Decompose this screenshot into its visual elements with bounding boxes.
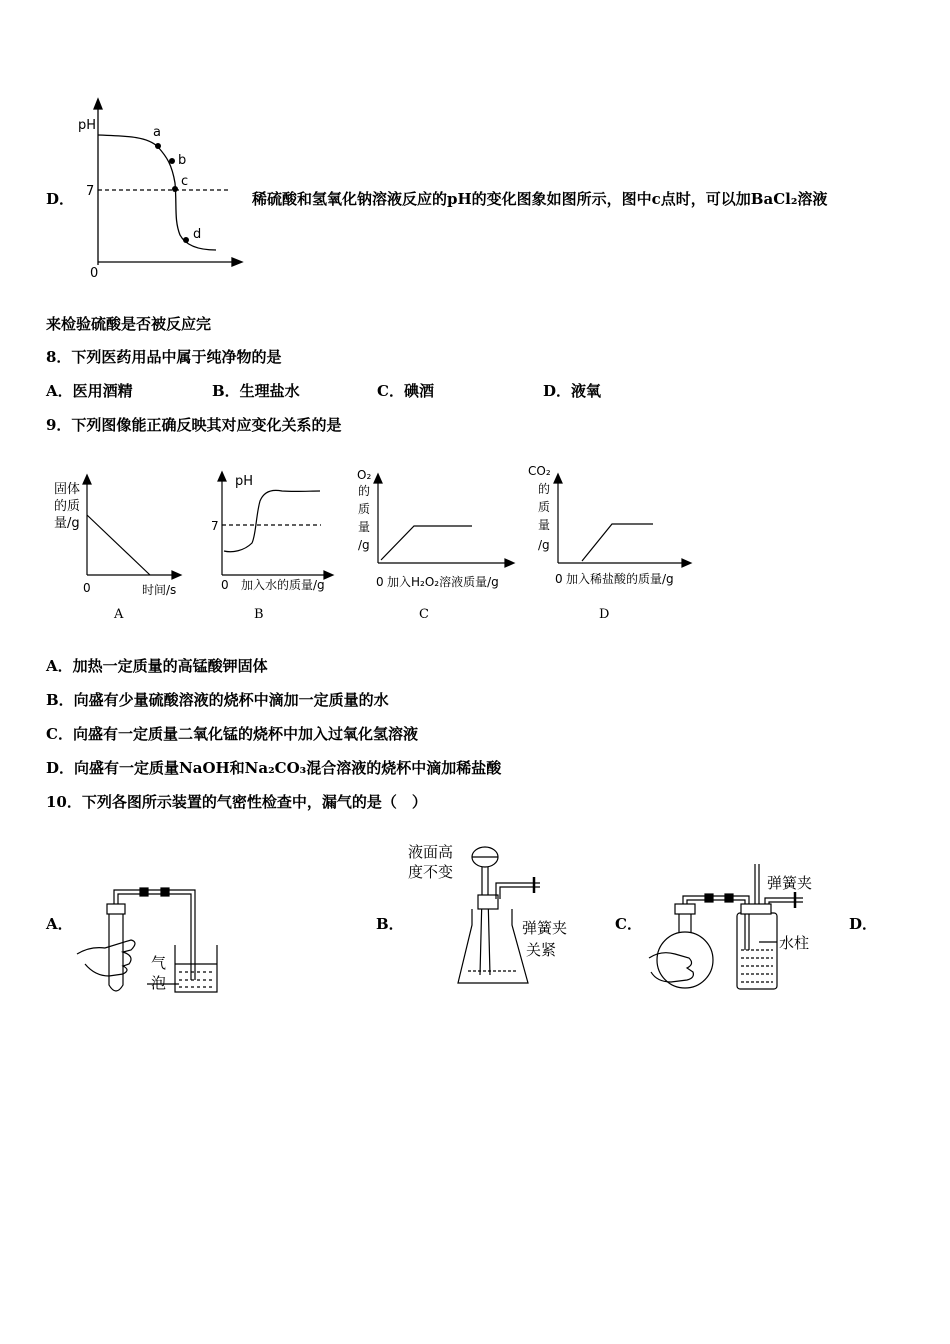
- graph-d-ylabel-5: /g: [538, 538, 550, 552]
- round-flask: [657, 932, 713, 988]
- stopper-b: [478, 895, 498, 909]
- c-label-1: 弹簧夹: [767, 874, 813, 892]
- b-label-4: 关紧: [526, 941, 557, 959]
- q7-option-d-label: D．: [46, 190, 75, 208]
- b-label-3: 弹簧夹: [522, 919, 568, 937]
- q8-option-d: D．液氧: [543, 382, 602, 400]
- q8-stem: 8．下列医药用品中属于纯净物的是: [46, 348, 282, 366]
- q10-stem: 10．下列各图所示装置的气密性检查中，漏气的是（ ）: [46, 793, 427, 811]
- graph-a-ylabel-2: 的质: [54, 499, 81, 514]
- funnel-stem: [480, 867, 490, 975]
- stopper: [107, 904, 125, 914]
- point-c: [172, 186, 178, 192]
- graph-d-ylabel-4: 量: [538, 518, 551, 532]
- graph-b-curve: [224, 490, 320, 551]
- q8-option-b: B．生理盐水: [212, 382, 300, 400]
- b-label-1: 液面高: [408, 843, 454, 861]
- a-label-1: 气: [151, 954, 167, 972]
- apparatus-c: [645, 858, 825, 998]
- hand-c: [649, 953, 693, 982]
- y-axis-arrow: [94, 99, 102, 109]
- test-tube: [109, 910, 123, 991]
- graph-c-letter: C: [419, 607, 429, 622]
- graph-d-letter: D: [599, 607, 610, 622]
- graph-a-origin: 0: [83, 581, 91, 595]
- q9-stem: 9．下列图像能正确反映其对应变化关系的是: [46, 416, 342, 434]
- graph-c-ylabel-4: 量: [358, 520, 371, 534]
- stopper-c2: [741, 904, 771, 914]
- graph-c-line: [381, 526, 472, 560]
- q9-option-c: C．向盛有一定质量二氧化锰的烧杯中加入过氧化氢溶液: [46, 725, 418, 743]
- q8-option-a: A．医用酒精: [46, 382, 133, 400]
- a-label-2: 泡: [151, 974, 167, 992]
- graph-c-ylabel-2: 的: [358, 484, 371, 498]
- beaker: [175, 945, 217, 992]
- q9-option-a: A．加热一定质量的高锰酸钾固体: [46, 657, 268, 675]
- bottle: [737, 913, 777, 989]
- graph-a-line: [87, 515, 150, 575]
- apparatus-a: [75, 880, 225, 1000]
- q10-option-a-label: A．: [46, 915, 73, 933]
- graph-c-origin: 0: [376, 575, 384, 589]
- q9-option-d: D．向盛有一定质量NaOH和Na₂CO₃混合溶液的烧杯中滴加稀盐酸: [46, 759, 502, 777]
- point-d: [183, 237, 189, 243]
- graph-b-xlabel: 加入水的质量/g: [241, 578, 325, 592]
- q7-ph-graph: [70, 95, 250, 285]
- label-a: a: [153, 125, 161, 140]
- q10-option-d-label: D．: [849, 915, 878, 933]
- graph-d: [528, 464, 691, 622]
- flask: [458, 909, 528, 983]
- graph-b: [211, 472, 333, 622]
- q7-option-d-text: 稀硫酸和氢氧化钠溶液反应的pH的变化图象如图所示，图中c点时，可以加BaCl₂溶液: [252, 190, 828, 208]
- label-d: d: [193, 227, 202, 242]
- q10-option-b-label: B．: [376, 915, 404, 933]
- graph-a: [54, 475, 181, 622]
- hand: [77, 940, 135, 976]
- graph-b-ylabel: pH: [235, 474, 254, 489]
- graph-d-ylabel-1: CO₂: [528, 464, 551, 478]
- label-c: c: [181, 174, 189, 189]
- graph-a-xlabel: 时间/s: [142, 583, 177, 597]
- graph-d-ylabel-3: 质: [538, 500, 551, 514]
- q10-option-c-label: C．: [615, 915, 642, 933]
- q8-option-c: C．碘酒: [377, 382, 434, 400]
- y-label: pH: [78, 118, 97, 133]
- graph-a-ylabel-3: 量/g: [54, 516, 80, 531]
- point-b: [169, 158, 175, 164]
- graph-d-xlabel: 加入稀盐酸的质量/g: [566, 572, 674, 586]
- tube-joint-1: [140, 888, 148, 896]
- graph-a-ylabel-1: 固体: [54, 482, 81, 497]
- graph-d-line: [582, 524, 653, 561]
- q7-option-d-text-cont: 来检验硫酸是否被反应完: [46, 315, 212, 333]
- c-label-2: 水柱: [779, 934, 810, 952]
- q9-graphs: [46, 455, 706, 630]
- graph-b-ref: 7: [211, 519, 219, 533]
- graph-b-letter: B: [254, 607, 264, 622]
- graph-c-ylabel-1: O₂: [357, 468, 372, 482]
- label-b: b: [178, 153, 187, 168]
- q9-option-b: B．向盛有少量硫酸溶液的烧杯中滴加一定质量的水: [46, 691, 389, 709]
- point-a: [155, 143, 161, 149]
- ref-7-label: 7: [86, 184, 95, 199]
- b-label-2: 度不变: [408, 863, 454, 881]
- graph-c: [357, 468, 514, 622]
- vertical-tube: [755, 864, 759, 904]
- tube-joint-2: [161, 888, 169, 896]
- graph-a-letter: A: [114, 607, 124, 622]
- origin-label: 0: [90, 266, 99, 281]
- x-axis-arrow: [232, 258, 242, 266]
- graph-c-ylabel-3: 质: [358, 502, 371, 516]
- apparatus-b: [400, 835, 568, 995]
- stopper-c1: [675, 904, 695, 914]
- graph-d-ylabel-2: 的: [538, 482, 551, 496]
- graph-c-xlabel: 加入H₂O₂溶液质量/g: [387, 575, 499, 589]
- graph-d-origin: 0: [555, 572, 563, 586]
- graph-b-origin: 0: [221, 578, 229, 592]
- graph-c-ylabel-5: /g: [358, 538, 370, 552]
